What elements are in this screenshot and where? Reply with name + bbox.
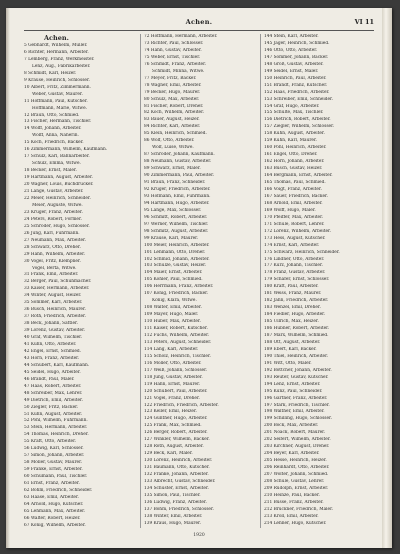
directory-entry: 90 Zimmermann, Paul, Arbeiter. <box>144 173 215 179</box>
directory-entry: 106 Herrmann, Franz, Arbeiter. <box>144 284 214 290</box>
directory-entry: 208 Schule, Gustav, Lehrer. <box>264 479 325 484</box>
directory-entry: 158 Kuhn, August, Arbeiter. <box>264 131 325 137</box>
directory-entry: 164 Bergmann, Ernst, Arbeiter. <box>264 173 333 179</box>
directory-entry: 44 Schubert, Karl, Kaufmann. <box>24 362 90 368</box>
directory-entry: 23 Krüger, Franz, Arbeiter. <box>24 209 83 215</box>
directory-entry: 17 Schulz, Karl, Bahnarbeiter. <box>24 154 90 160</box>
directory-entry: 149 Seidel, Ernst, Maler. <box>264 68 319 74</box>
directory-columns <box>24 34 374 528</box>
directory-entry: 98 Schmitz, August, Arbeiter. <box>144 228 209 234</box>
directory-entry: 6 Richter, Hermann, Arbeiter. <box>24 49 89 55</box>
directory-entry: 186 Hübner, Robert, Arbeiter. <box>264 326 330 332</box>
directory-entry: 127 Winkler, Wilhelm, Bäcker. <box>144 437 210 443</box>
directory-entry: 130 Lorenz, Heinrich, Arbeiter. <box>144 458 213 464</box>
directory-entry: 159 Kühn, Karl, Maurer. <box>264 138 317 144</box>
directory-entry: 92 Krüger, Friedrich, Arbeiter. <box>144 186 211 192</box>
directory-entry: 41 Kühn, Otto, Arbeiter. <box>24 341 77 347</box>
directory-entry: 95 Lange, Max, Schlosser. <box>144 207 202 213</box>
directory-entry: 82 Koch, Wilhelm, Arbeiter. <box>144 110 205 116</box>
directory-entry: 134 Schuster, Ernst, Arbeiter. <box>144 485 209 491</box>
directory-entry: 207 Wolter, Johann, Schmied. <box>264 472 329 478</box>
directory-entry: 58 Möller, Gustav, Maurer. <box>24 460 83 466</box>
directory-entry: 78 Wagner, Emil, Arbeiter. <box>144 82 202 88</box>
directory-entry: 165 Thomas, Paul, Schmied. <box>264 180 326 186</box>
directory-entry: 206 Reinhardt, Otto, Arbeiter. <box>264 465 330 471</box>
directory-entry: 19 Hartmann, August, Arbeiter. <box>24 175 93 181</box>
directory-entry: 72 Hoffmann, Hermann, Arbeiter. <box>144 34 218 39</box>
directory-entry: 214 Lehner, Hugo, Kutscher. <box>264 520 327 526</box>
directory-entry: 59 Franke, Ernst, Arbeiter. <box>24 467 83 473</box>
directory-entry: 183 Wenzel, Emil, Dreher. <box>264 305 321 311</box>
directory-entry: 209 Rudolph, Ernst, Arbeiter. <box>264 485 329 491</box>
directory-entry: 91 Braun, Franz, Schneider. <box>144 180 206 186</box>
directory-entry: 121 Vogel, Franz, Dreher. <box>144 395 200 401</box>
page-header <box>24 18 374 30</box>
directory-entry: 120 Schubert, Paul, Arbeiter. <box>144 388 208 394</box>
directory-entry: 157 Ziegler, Wilhelm, Schlosser. <box>264 124 335 130</box>
directory-entry: 184 Fiedler, Hugo, Arbeiter. <box>264 312 326 318</box>
directory-entry: 46 Brandt, Paul, Maler. <box>24 376 75 382</box>
page-number: VI 11 <box>354 18 374 26</box>
directory-entry: 113 Peters, August, Schneider. <box>144 339 212 345</box>
directory-entry: 151 Brandt, Franz, Kutscher. <box>264 82 328 88</box>
directory-entry: 100 Meier, Heinrich, Arbeiter. <box>144 242 210 248</box>
directory-entry: 169 Wolff, Hugo, Maler. <box>264 207 316 213</box>
directory-entry: Meier, Auguste, Witwe. <box>32 202 83 208</box>
directory-entry: 173 Hess, August, Kutscher. <box>264 235 326 241</box>
directory-entry: 190 Thiel, Heinrich, Arbeiter. <box>264 353 329 359</box>
directory-entry: 38 Beck, Johann, Sattler. <box>24 321 79 327</box>
directory-entry: 43 Horn, Franz, Arbeiter. <box>24 355 80 361</box>
directory-entry: Vogel, Berta, Witwe. <box>32 265 77 271</box>
directory-entry: 108 Walter, Emil, Arbeiter. <box>144 305 202 311</box>
directory-entry: 105 Köhler, Paul, Schmied. <box>144 277 203 283</box>
directory-entry: Hoffmann, Marie, Witwe. <box>32 105 87 111</box>
directory-entry: 104 Maier, Ernst, Arbeiter. <box>144 270 203 276</box>
directory-entry: 197 Stark, Friedrich, Tischler. <box>264 402 330 408</box>
directory-entry: 80 Schulz, Max, Arbeiter. <box>144 96 200 102</box>
directory-entry: 205 Hesse, Heinrich, Heizer. <box>264 458 327 464</box>
directory-entry: 37 Roth, Friedrich, Arbeiter. <box>24 314 86 320</box>
directory-entry: 83 Bauer, August, Heizer. <box>144 117 200 123</box>
directory-entry: 62 Böhm, Friedrich, Schneider. <box>24 488 93 493</box>
directory-entry: 117 Weiß, Johann, Schlosser. <box>144 367 208 373</box>
column-3 <box>260 34 374 528</box>
directory-entry: 27 Neumann, Max, Arbeiter. <box>24 237 86 243</box>
directory-entry: 167 Sauer, Friedrich, Bäcker. <box>264 193 328 199</box>
directory-entry: 138 Winter, Emil, Arbeiter. <box>144 513 203 519</box>
directory-entry: 30 Vogel, Fritz, Klempner. <box>24 258 81 264</box>
directory-entry: 129 Beck, Karl, Maler. <box>144 451 193 457</box>
directory-entry: 203 Kirchner, August, Dreher. <box>264 444 330 450</box>
directory-entry: 15 Koch, Friedrich, Bäcker. <box>24 140 84 146</box>
directory-entry: 199 Schilling, Hugo, Schlosser. <box>264 416 332 422</box>
directory-entry: Lenz, Aug., Fabrikarbeiter. <box>32 63 91 69</box>
directory-entry: 94 Hartmann, Hugo, Arbeiter. <box>144 200 210 206</box>
directory-entry: 170 Pfeiffer, Max, Arbeiter. <box>264 214 324 220</box>
directory-entry: 210 Heinze, Paul, Bäcker. <box>264 492 320 498</box>
directory-entry: 152 Haas, Friedrich, Arbeiter. <box>264 89 330 95</box>
directory-entry: 61 Ernst, Franz, Arbeiter. <box>24 481 80 487</box>
directory-entry: Schmidt, Minna, Witwe. <box>152 68 205 74</box>
directory-entry: 48 Schreiber, Max, Lehrer. <box>24 390 83 396</box>
directory-entry: 67 König, Wilhelm, Arbeiter. <box>24 522 86 528</box>
directory-entry: 88 Neumann, Gustav, Arbeiter. <box>144 159 212 165</box>
directory-entry: 211 Busse, Franz, Arbeiter. <box>264 499 324 505</box>
directory-entry: Wolf, Luise, Witwe. <box>152 145 194 151</box>
directory-entry: 163 Busch, Gustav, Heizer. <box>264 166 323 172</box>
directory-entry: 195 Kunz, Paul, Schneider. <box>264 388 323 394</box>
directory-entry: 29 Hahn, Wilhelm, Arbeiter. <box>24 251 86 257</box>
directory-entry: 189 Ebert, Karl, Bäcker. <box>264 346 317 352</box>
directory-entry: 42 Engel, Ernst, Schmied. <box>24 348 81 354</box>
directory-entry: 161 Engel, Otto, Dreher. <box>264 152 318 158</box>
directory-entry: 39 Lorenz, Gustav, Arbeiter. <box>24 328 86 334</box>
directory-entry: 160 Pohl, Heinrich, Arbeiter. <box>264 145 327 151</box>
directory-entry: 114 Lang, Karl, Arbeiter. <box>144 346 199 352</box>
directory-entry: 115 Scholz, Heinrich, Tischler. <box>144 353 211 359</box>
directory-entry: 28 Schwarz, Otto, Dreher. <box>24 244 81 250</box>
directory-entry: 24 Peters, Robert, Former. <box>24 216 82 222</box>
directory-entry: 22 Meier, Heinrich, Schneider. <box>24 195 91 201</box>
directory-entry: 194 Lenz, Ernst, Arbeiter. <box>264 381 321 387</box>
directory-entry: 65 Lehmann, Max, Arbeiter. <box>24 508 86 514</box>
directory-entry: 182 Jahn, Friedrich, Arbeiter. <box>264 298 329 304</box>
directory-entry: 162 Horn, Johann, Arbeiter. <box>264 159 325 165</box>
directory-entry: 202 Seifert, Wilhelm, Arbeiter. <box>264 437 331 443</box>
directory-entry: 155 Schulte, Max, Tischler. <box>264 110 324 116</box>
page-footer: 1920 <box>193 533 205 538</box>
directory-entry: 34 Winter, August, Heizer. <box>24 293 82 299</box>
directory-entry: 144 Stein, Karl, Arbeiter. <box>264 34 319 39</box>
directory-entry: 26 Jung, Karl, Fuhrmann. <box>24 230 80 236</box>
directory-entry: 187 Marx, Wilhelm, Schmied. <box>264 332 329 338</box>
directory-entry: 50 Ziegler, Fritz, Bäcker. <box>24 404 79 410</box>
column-2 <box>140 34 254 528</box>
directory-entry: 119 Hahn, Ernst, Maurer. <box>144 381 201 387</box>
directory-entry: 111 Kaiser, Robert, Kutscher. <box>144 326 208 332</box>
directory-entry: Wolff, Anna, Näherin. <box>32 133 79 139</box>
directory-entry: 176 Lindner, Otto, Arbeiter. <box>264 256 325 262</box>
directory-entry: 109 Mayer, Hugo, Maler. <box>144 312 199 318</box>
directory-entry: 97 Werner, Wilhelm, Tischler. <box>144 221 209 227</box>
directory-entry: 212 Brückner, Friedrich, Maler. <box>264 506 334 512</box>
directory-entry: 118 Jung, Gustav, Arbeiter. <box>144 374 203 380</box>
directory-entry: 14 Wolff, Johann, Arbeiter. <box>24 126 82 132</box>
directory-entry: 135 Simon, Paul, Tischler. <box>144 492 201 498</box>
directory-entry: 146 Otto, Otto, Arbeiter. <box>264 47 318 53</box>
directory-entry: 10 Albert, Fritz, Zimmermann. <box>24 84 91 90</box>
directory-entry: 13 Fischer, Hermann, Tischler. <box>24 119 92 125</box>
directory-entry: 12 Braun, Otto, Schmied. <box>24 112 80 118</box>
directory-entry: 112 Fuchs, Wilhelm, Arbeiter. <box>144 332 210 338</box>
directory-entry: 124 Günther, Hugo, Arbeiter. <box>144 416 208 422</box>
directory-entry: 125 Frank, Max, Schmied. <box>144 423 202 429</box>
directory-entry: Schulz, Emma, Witwe. <box>32 161 81 167</box>
column-1 <box>24 34 134 528</box>
directory-entry: 200 Bock, Max, Arbeiter. <box>264 423 319 429</box>
directory-entry: 54 Thomas, Heinrich, Dreher. <box>24 432 89 438</box>
directory-entry: 20 Wagner, Louis, Buchdrucker. <box>24 182 94 188</box>
directory-entry: 55 Kraft, Otto, Arbeiter. <box>24 439 77 445</box>
directory-entry: 136 Ludwig, Franz, Arbeiter. <box>144 499 207 505</box>
directory-entry: 178 Franz, Gustav, Arbeiter. <box>264 270 326 276</box>
directory-entry: 180 Kraft, Paul, Arbeiter. <box>264 284 319 290</box>
directory-entry: Weber, Gustav, Maurer. <box>32 91 83 97</box>
directory-entry: 181 Weiss, Franz, Maurer. <box>264 291 322 297</box>
directory-entry: 35 Sommer, Karl, Arbeiter. <box>24 300 83 306</box>
directory-entry: 63 Haase, Emil, Arbeiter. <box>24 494 79 500</box>
directory-entry: 166 Voigt, Franz, Arbeiter. <box>264 186 322 192</box>
directory-entry: 175 Schwarz, Heinrich, Schneider. <box>264 249 340 255</box>
directory-entry: 45 Seidel, Hugo, Arbeiter. <box>24 369 81 375</box>
directory-entry: 33 Kaiser, Hermann, Arbeiter. <box>24 286 90 292</box>
directory-entry: 191 Witt, Otto, Maler. <box>264 360 312 366</box>
directory-entry: 7 Lemberg, Franz, Werkmeister. <box>24 56 95 62</box>
directory-entry: 192 Böttcher, Johann, Arbeiter. <box>264 367 332 373</box>
street-heading: Achen. <box>44 34 69 42</box>
directory-entry: 132 Franke, Johann, Arbeiter. <box>144 472 209 478</box>
directory-entry: 96 Schmitt, Robert, Arbeiter. <box>144 214 208 220</box>
directory-entry: 150 Heinrich, Paul, Arbeiter. <box>264 75 327 81</box>
directory-entry: 40 Graf, Wilhelm, Tischler. <box>24 335 83 341</box>
directory-entry: 8 Schmidt, Karl, Heizer. <box>24 70 77 76</box>
directory-entry: 154 Graf, Hugo, Arbeiter. <box>264 103 320 109</box>
directory-entry: 168 Arnold, Emil, Arbeiter. <box>264 200 323 206</box>
page-left-edge <box>6 8 10 548</box>
directory-entry: 107 König, Friedrich, Bäcker. <box>144 291 209 297</box>
directory-entry: 11 Hoffmann, Paul, Kutscher. <box>24 98 88 104</box>
directory-entry: 16 Zimmermann, Wilhelm, Kaufmann. <box>24 147 108 153</box>
directory-entry: 87 Schröder, Johann, Kaufmann. <box>144 152 215 158</box>
directory-entry: 101 Lehmann, Otto, Dreher. <box>144 249 206 255</box>
directory-entry: 21 Lange, Gustav, Arbeiter. <box>24 189 84 195</box>
directory-entry: 102 Schmid, Johann, Arbeiter. <box>144 256 210 262</box>
directory-entry: 25 Schröder, Hugo, Schlosser. <box>24 223 90 229</box>
book-spine <box>382 8 392 548</box>
directory-entry: 99 Krause, Karl, Maurer. <box>144 235 199 241</box>
directory-entry: 126 Berger, Robert, Arbeiter. <box>144 430 208 436</box>
directory-entry: 137 Böhm, Friedrich, Schlosser. <box>144 506 214 512</box>
directory-entry: 56 Ludwig, Karl, Schlosser. <box>24 446 84 452</box>
directory-entry: 47 Haas, Robert, Arbeiter. <box>24 383 82 389</box>
directory-entry: 93 Hofmann, Emil, Fuhrmann. <box>144 193 211 199</box>
directory-entry: 148 Groß, Gustav, Arbeiter. <box>264 61 324 67</box>
directory-entry: 81 Fischer, Robert, Dreher. <box>144 103 204 109</box>
directory-entry: 204 Beyer, Karl, Arbeiter. <box>264 451 320 457</box>
directory-entry: 76 Schmidt, Franz, Arbeiter. <box>144 61 207 67</box>
directory-entry: 36 Busch, Heinrich, Maurer. <box>24 307 86 313</box>
directory-entry: 51 Kuhn, August, Arbeiter. <box>24 411 83 417</box>
directory-entry: 75 Weber, Ernst, Tischler. <box>144 54 201 60</box>
directory-entry: 145 Jäger, Heinrich, Schmied. <box>264 40 330 46</box>
directory-entry: 213 Kroll, Emil, Arbeiter. <box>264 513 319 519</box>
directory-entry: 193 Reuter, Gustav, Kutscher. <box>264 374 329 380</box>
directory-entry: 5 Gebhardt, Wilhelm, Müller. <box>24 43 88 48</box>
document-page <box>6 8 392 548</box>
directory-entry: 123 Keller, Emil, Heizer. <box>144 409 197 415</box>
directory-entry: 32 Berger, Paul, Schuhmacher. <box>24 279 92 285</box>
directory-entry: 9 Krause, Heinrich, Schlosser. <box>24 77 90 83</box>
directory-entry: König, Klara, Witwe. <box>152 298 197 304</box>
directory-entry: 122 Friedrich, Friedrich, Arbeiter. <box>144 402 219 408</box>
directory-entry: 64 Arnold, Hugo, Kutscher. <box>24 501 84 507</box>
directory-entry: 31 Frank, Emil, Arbeiter. <box>24 272 79 278</box>
directory-entry: 110 Huber, Max, Arbeiter. <box>144 319 201 325</box>
directory-entry: 60 Schumann, Paul, Tischler. <box>24 474 88 480</box>
directory-entry: 77 Meyer, Fritz, Bäcker. <box>144 75 197 81</box>
directory-entry: 179 Schäfer, Ernst, Schlosser. <box>264 277 330 283</box>
directory-entry: 131 Baumann, Otto, Kutscher. <box>144 465 210 471</box>
directory-entry: 171 Schule, Robert, Lehrer. <box>264 221 325 227</box>
directory-entry: 201 Noack, Robert, Maurer. <box>264 430 326 436</box>
directory-entry: 174 Ernst, Karl, Arbeiter. <box>264 242 320 248</box>
directory-entry: 185 Ullrich, Max, Heizer. <box>264 319 319 325</box>
directory-entry: 79 Becker, Hugo, Maurer. <box>144 89 201 95</box>
directory-entry: 172 Lorenz, Wilhelm, Arbeiter. <box>264 228 331 234</box>
directory-entry: 89 Schwarz, Ernst, Maler. <box>144 166 201 172</box>
directory-entry: 196 Gärtner, Franz, Arbeiter. <box>264 395 328 401</box>
directory-entry: 198 Walther, Emil, Arbeiter. <box>264 409 325 415</box>
directory-entry: 53 Stein, Hermann, Arbeiter. <box>24 425 88 431</box>
directory-entry: 103 Schulze, Gustav, Heizer. <box>144 263 207 269</box>
directory-entry: 188 Ott, August, Arbeiter. <box>264 339 321 345</box>
directory-entry: 116 Möller, Otto, Arbeiter. <box>144 360 202 366</box>
directory-entry: 52 Pohl, Wilhelm, Fuhrmann. <box>24 418 88 424</box>
directory-entry: 84 Richter, Karl, Arbeiter. <box>144 124 201 130</box>
directory-entry: 86 Wolf, Otto, Arbeiter. <box>144 138 195 144</box>
directory-entry: 147 Sommer, Johann, Bäcker. <box>264 54 329 60</box>
directory-entry: 133 Albrecht, Gustav, Schneider. <box>144 479 216 484</box>
directory-entry: 49 Dietrich, Emil, Arbeiter. <box>24 397 83 403</box>
directory-entry: 66 Walter, Robert, Heizer. <box>24 515 81 521</box>
directory-entry: 153 Schreiber, Emil, Schneider. <box>264 96 333 102</box>
header-rule <box>24 30 374 31</box>
directory-entry: 18 Becker, Ernst, Maler. <box>24 168 77 174</box>
directory-entry: 156 Dietrich, Robert, Arbeiter. <box>264 117 331 123</box>
directory-entry: 57 Simon, Johann, Arbeiter. <box>24 453 85 459</box>
directory-entry: 177 Kurz, Johann, Tischler. <box>264 263 323 269</box>
directory-entry: 73 Richter, Paul, Schlosser. <box>144 40 204 46</box>
running-title: Achen. <box>185 18 213 26</box>
directory-entry: 85 Klein, Heinrich, Schmied. <box>144 131 207 137</box>
directory-entry: 128 Roth, August, Arbeiter. <box>144 444 204 450</box>
directory-entry: 139 Kraus, Hugo, Maurer. <box>144 520 201 526</box>
directory-entry: 74 Hahn, Gustav, Arbeiter. <box>144 47 202 53</box>
